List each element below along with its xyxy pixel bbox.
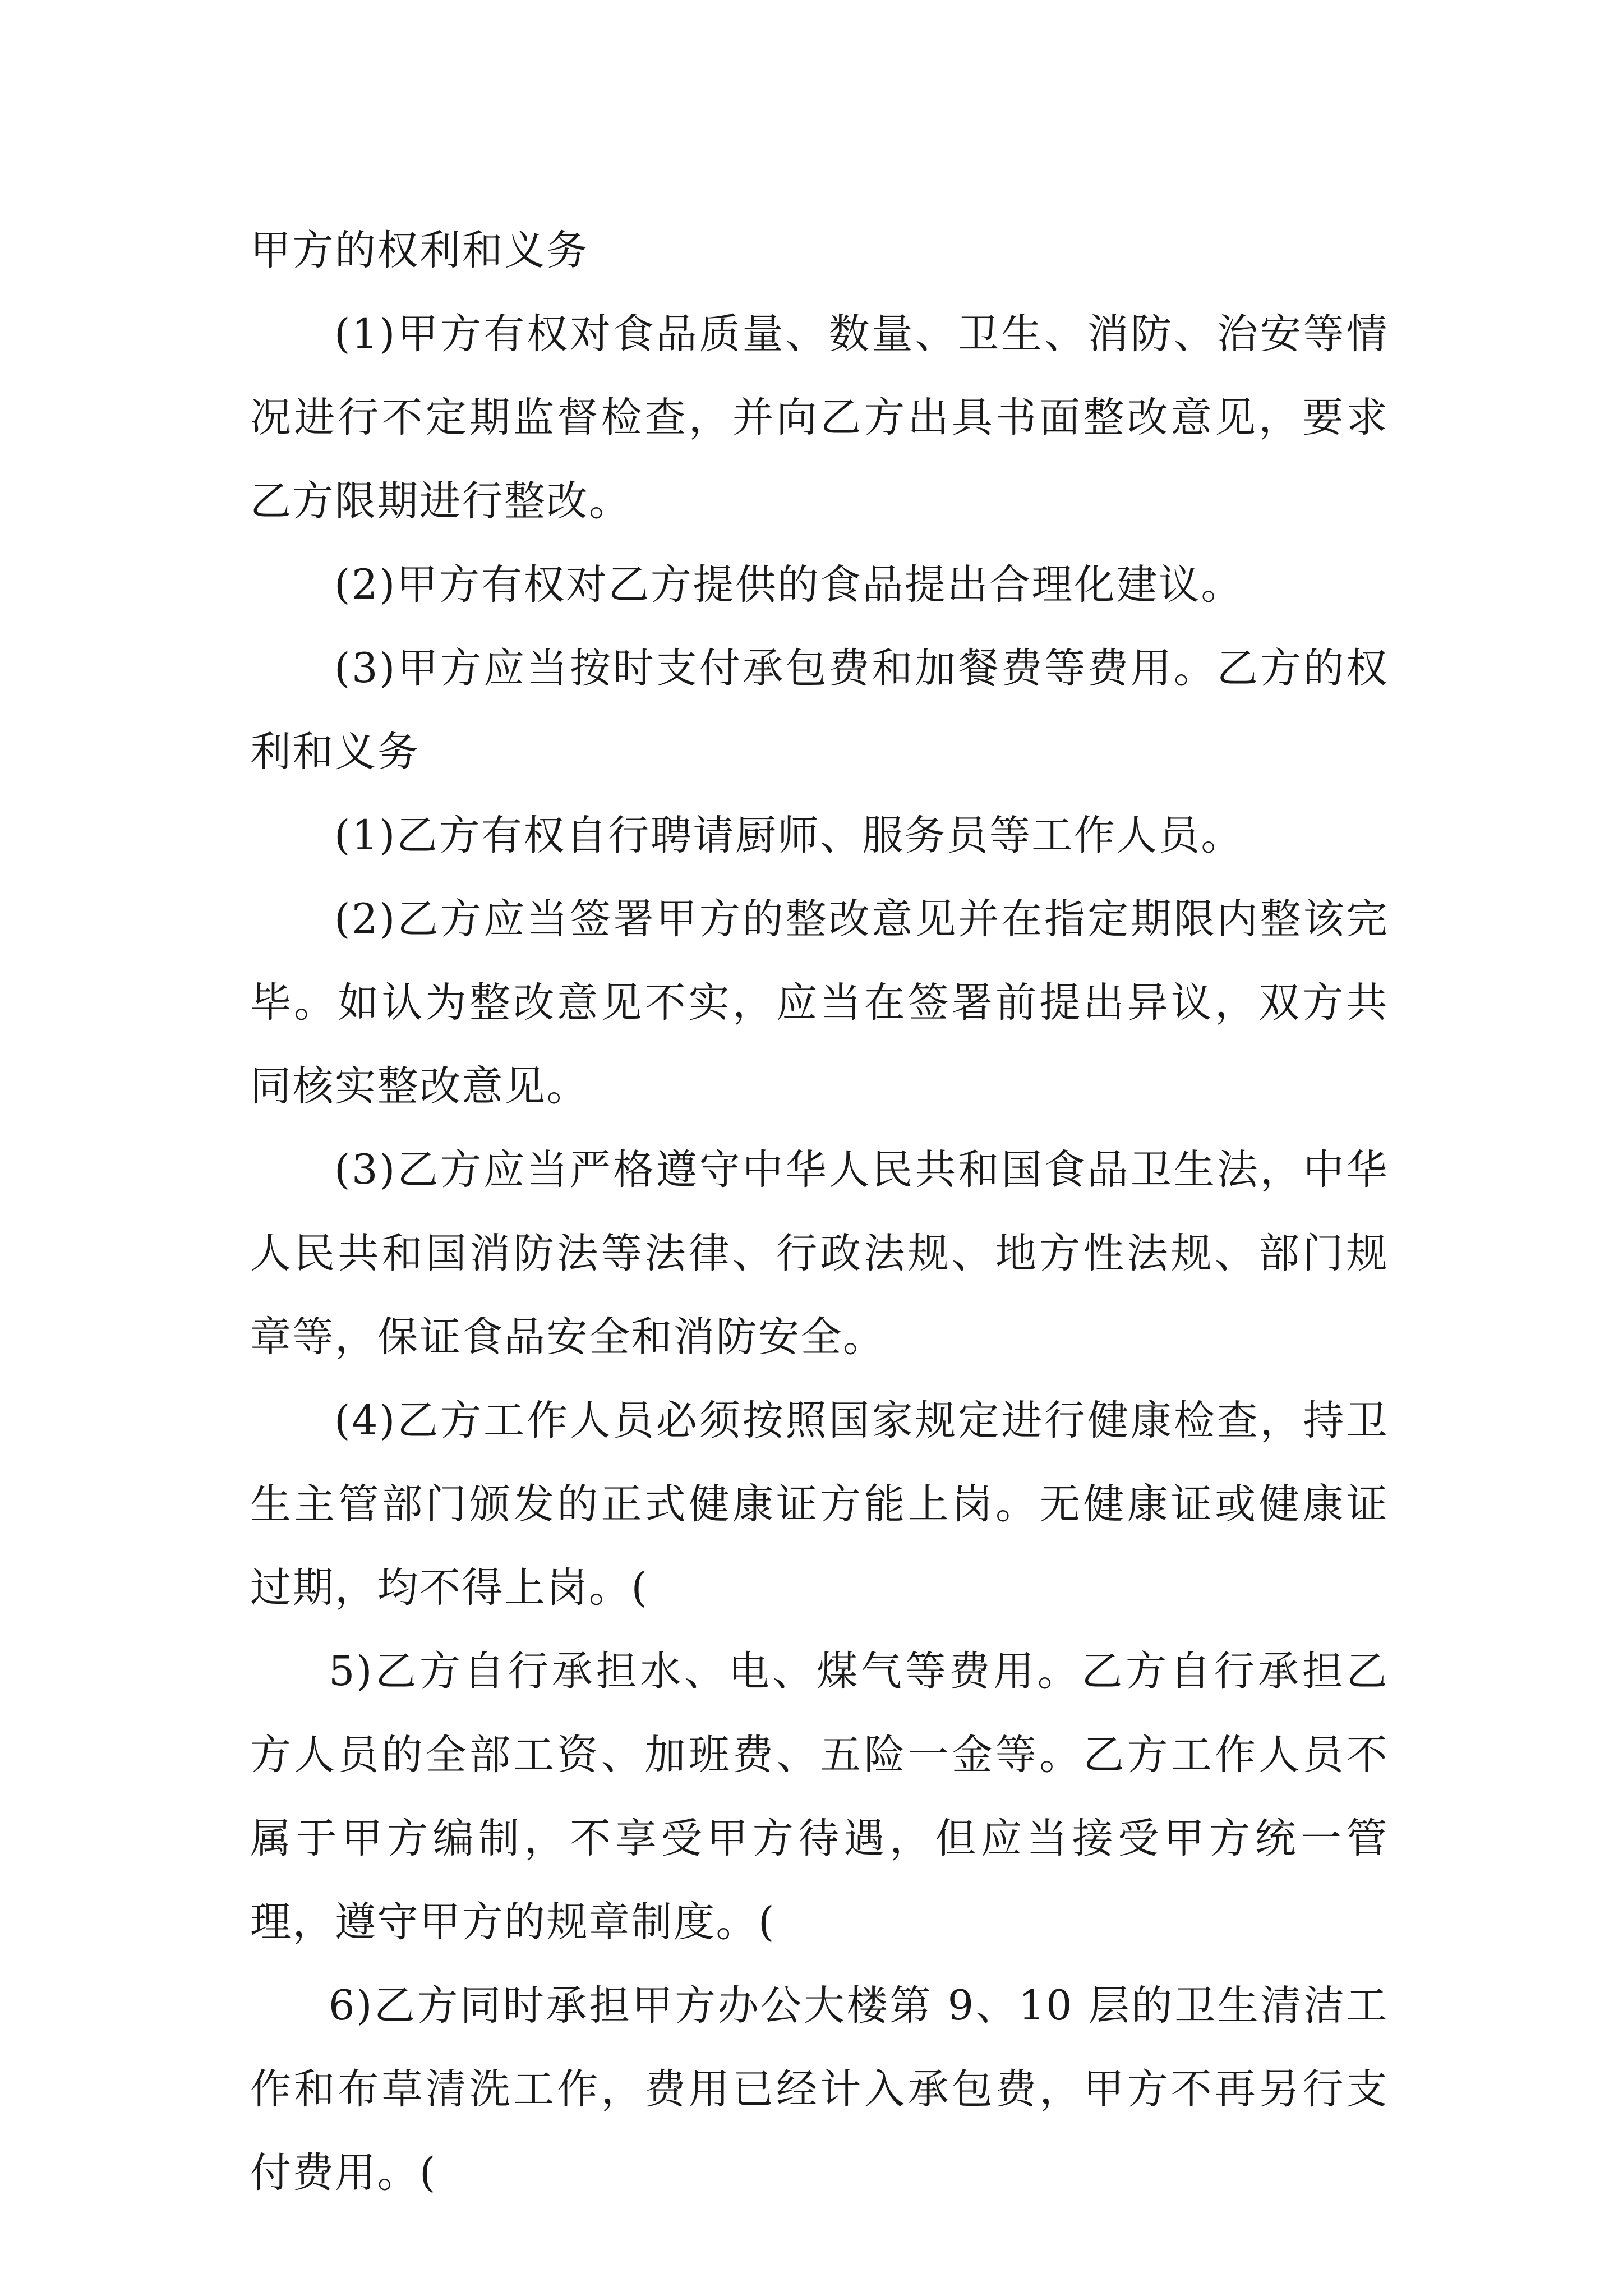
- paragraph: (1)甲方有权对食品质量、数量、卫生、消防、治安等情况进行不定期监督检查，并向乙方出具书面整改意见，要求乙方限期进行整改。: [250, 310, 1389, 525]
- paragraph: (3)甲方应当按时支付承包费和加餐费等费用。乙方的权利和义务: [250, 645, 1389, 776]
- paragraph: (1)乙方有权自行聘请厨师、服务员等工作人员。: [334, 812, 1243, 859]
- document-body: [250, 209, 1389, 2215]
- paragraph: 5)乙方自行承担水、电、煤气等费用。乙方自行承担乙方人员的全部工资、加班费、五险一金等。乙方工作人员不属于甲方编制，不享受甲方待遇，但应当接受甲方统一管理，遵守甲方的规章制度。(: [250, 1648, 1389, 1946]
- paragraph: (2)甲方有权对乙方提供的食品提出合理化建议。: [334, 561, 1243, 609]
- section-heading: 甲方的权利和义务: [250, 227, 589, 274]
- paragraph: 6)乙方同时承担甲方办公大楼第 9、10 层的卫生清洁工作和布草清洗工作，费用已经计入承包费，甲方不再另行支付费用。(: [250, 1982, 1389, 2197]
- paragraph: (3)乙方应当严格遵守中华人民共和国食品卫生法，中华人民共和国消防法等法律、行政法规、地方性法规、部门规章等，保证食品安全和消防安全。: [250, 1146, 1389, 1361]
- paragraph: (4)乙方工作人员必须按照国家规定进行健康检查，持卫生主管部门颁发的正式健康证方能上岗。无健康证或健康证过期，均不得上岗。(: [250, 1397, 1389, 1612]
- paragraph: (2)乙方应当签署甲方的整改意见并在指定期限内整该完毕。如认为整改意见不实，应当在签署前提出异议，双方共同核实整改意见。: [250, 895, 1389, 1110]
